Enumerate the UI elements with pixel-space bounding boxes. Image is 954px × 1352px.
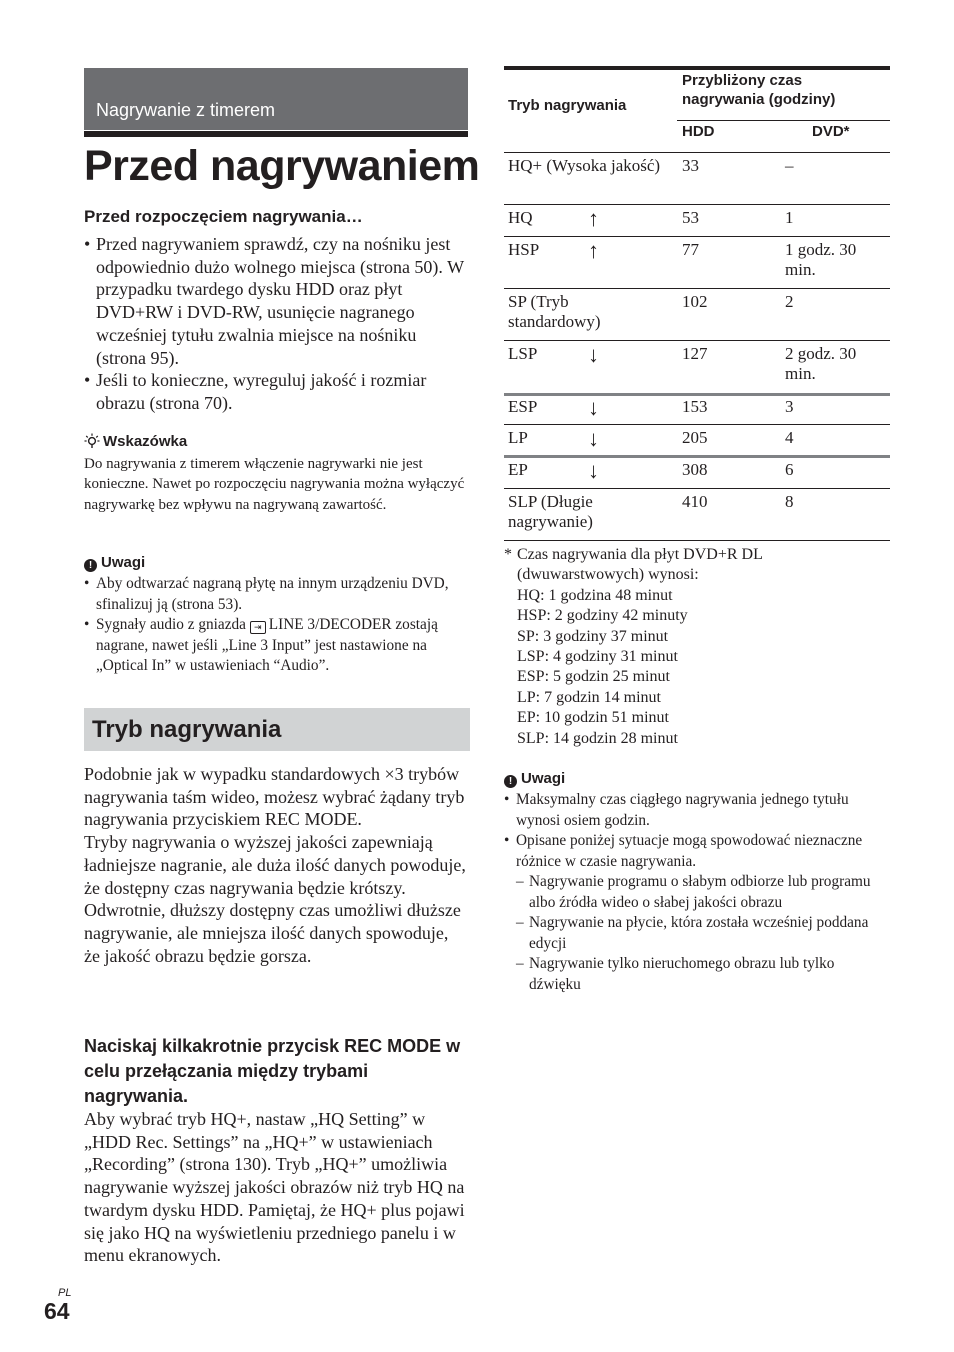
table-cell-mode: HSP: [508, 240, 540, 259]
tip-label: Wskazówka: [103, 433, 188, 450]
sub-list-item: – Nagrywanie programu o słabym odbiorze lub programu albo źródła wideo o słabej jakości obrazu: [516, 872, 888, 913]
section-divider: [84, 131, 468, 137]
footnote-line: Czas nagrywania dla płyt DVD+R DL (dwuwarstwowych) wynosi:: [517, 546, 763, 584]
table-cell-dvd: 1 godz. 30 min.: [785, 240, 857, 279]
quality-up-arrow-icon: ↑: [588, 206, 599, 231]
note-text: Opisane poniżej sytuacje mogą spowodować nieznaczne różnice w czasie nagrywania.: [516, 832, 863, 870]
notes-heading: [84, 554, 145, 572]
footnote-line: EP: 10 godzin 51 minut: [517, 709, 669, 727]
table-cell-mode: LP: [508, 428, 528, 447]
footnote-line: SLP: 14 godzin 28 minut: [517, 729, 678, 747]
table-subheader-rule: [677, 120, 890, 121]
sub-list-item: – Nagrywanie na płycie, która została wcześniej poddana edycji: [516, 913, 888, 954]
table-cell-dvd: 4: [785, 428, 794, 447]
quality-up-arrow-icon: ↑: [588, 238, 599, 263]
before-recording-list: [84, 233, 468, 415]
table-cell-mode: SP (Tryb standardowy): [508, 292, 601, 331]
list-item: [504, 831, 888, 995]
table-cell-hdd: 127: [682, 344, 708, 363]
footnote-line: SP: 3 godziny 37 minut: [517, 627, 669, 645]
table-cell-dvd: –: [785, 156, 794, 175]
list-item: • Przed nagrywaniem sprawdź, czy na nośniku jest odpowiednio dużo wolnego miejsca (strona 50). W przypadku twardego dysku HDD oraz płyt DVD+RW i DVD-RW, usunięcie nagranego wcześniej tytułu zwalnia miejsce na nośniku (strona 95).: [84, 233, 468, 369]
table-row-divider: [504, 204, 890, 205]
table-cell-hdd: 410: [682, 492, 708, 511]
paragraph: Tryby nagrywania o wyższej jakości zapewniają ładniejsze nagranie, ale duża ilość danych powoduje, że dostępny czas nagrywania będzie krótszy.: [84, 832, 466, 898]
note-icon: !: [504, 775, 517, 788]
modes-intro: [84, 763, 468, 967]
page-title: Przed nagrywaniem: [84, 142, 480, 190]
table-row-divider: [504, 340, 890, 341]
table-cell-hdd: 33: [682, 156, 699, 175]
table-cell-hdd: 77: [682, 240, 699, 259]
notes-list: [504, 790, 888, 995]
list-item: • Jeśli to konieczne, wyreguluj jakość i rozmiar obrazu (strona 70).: [84, 369, 468, 414]
table-cell-mode: SLP (Długie nagrywanie): [508, 492, 593, 531]
footnote-line: HQ: 1 godzina 48 minut: [517, 586, 673, 604]
footnote-line: HSP: 2 godziny 42 minuty: [517, 607, 688, 625]
section-label: Nagrywanie z timerem: [96, 100, 276, 120]
tip-text: Do nagrywania z timerem włączenie nagrywarki nie jest konieczne. Nawet po rozpoczęciu nagrywania można wyłączyć nagrywarkę bez wpływu na nagrywaną zawartość.: [84, 456, 465, 513]
table-cell-dvd: 2 godz. 30 min.: [785, 344, 857, 383]
table-footnote: [504, 545, 884, 749]
list-item: [84, 615, 474, 677]
footnote-line: ESP: 5 godzin 25 minut: [517, 668, 670, 686]
table-header-time: Przybliżony czas nagrywania (godziny): [682, 72, 836, 108]
paragraph: Podobnie jak w wypadku standardowych ×3 trybów nagrywania taśm wideo, możesz wybrać żądany tryb nagrywania przyciskiem REC MODE.: [84, 764, 465, 830]
tip-heading: [84, 433, 187, 450]
note-text: Sygnały audio z gniazda: [96, 616, 246, 633]
table-cell-hdd: 102: [682, 292, 708, 311]
table-cell-mode: HQ+ (Wysoka jakość): [508, 156, 661, 175]
table-header-hdd: HDD: [682, 123, 715, 140]
notes-label: Uwagi: [521, 770, 566, 787]
table-cell-hdd: 308: [682, 460, 708, 479]
input-jack-icon: ⇥: [250, 621, 266, 634]
paragraph: Odwrotnie, dłuższy dostępny czas umożliwi dłuższe nagrywanie, ale mniejsza ilość danych spowoduje, że jakość obrazu będzie gorsza.: [84, 900, 461, 966]
table-top-rule: [504, 66, 890, 70]
table-cell-hdd: 205: [682, 428, 708, 447]
table-header-dvd: DVD*: [812, 123, 850, 140]
table-row-divider: [504, 236, 890, 237]
table-row-divider: [504, 455, 890, 458]
list-item: • Maksymalny czas ciągłego nagrywania jednego tytułu wynosi osiem godzin.: [504, 790, 888, 831]
table-cell-mode: EP: [508, 460, 528, 479]
step-heading: Naciskaj kilkakrotnie przycisk REC MODE w celu przełączania między trybami nagrywania.: [84, 1036, 461, 1106]
table-cell-mode: ESP: [508, 397, 538, 416]
sub-list-item: – Nagrywanie tylko nieruchomego obrazu lub tylko dźwięku: [516, 954, 888, 995]
table-row-divider: [504, 424, 890, 425]
table-header-mode: Tryb nagrywania: [508, 97, 627, 114]
modes-heading: Tryb nagrywania: [92, 716, 282, 743]
table-cell-dvd: 2: [785, 292, 794, 311]
table-row-divider: [504, 393, 890, 396]
notes-heading: [504, 770, 565, 788]
table-cell-dvd: 8: [785, 492, 794, 511]
table-row-divider: [504, 152, 890, 153]
footnote-mark: *: [504, 546, 512, 563]
table-cell-dvd: 1: [785, 208, 794, 227]
quality-down-arrow-icon: ↓: [588, 426, 599, 451]
table-cell-mode: LSP: [508, 344, 538, 363]
table-cell-mode: HQ: [508, 208, 533, 227]
quality-down-arrow-icon: ↓: [588, 342, 599, 367]
table-cell-hdd: 153: [682, 397, 708, 416]
step-text: Aby wybrać tryb HQ+, nastaw „HQ Setting” w „HDD Rec. Settings” na „HQ+” w ustawieniach „Recording” (strona 130). Tryb „HQ+” umożliwia nagrywanie wyższej jakości obrazów niż tryb HQ na twardym dysku HDD. Pamiętaj, że HQ+ plus pojawi się jako HQ na wyświetleniu przedniego panelu i w menu ekranowych.: [84, 1109, 465, 1266]
before-recording-heading: Przed rozpoczęciem nagrywania…: [84, 207, 363, 226]
table-row-divider: [504, 488, 890, 489]
quality-down-arrow-icon: ↓: [588, 458, 599, 483]
list-item: • Aby odtwarzać nagraną płytę na innym urządzeniu DVD, sfinalizuj ją (strona 53).: [84, 574, 474, 615]
table-bottom-rule: [504, 540, 890, 541]
note-text: LINE 3/DECODER zostają nagrane, nawet jeśli „Line 3 Input” jest nastawione na „Optical In” w ustawieniach “Audio”.: [96, 616, 438, 674]
page-language: PL: [58, 1287, 72, 1299]
footnote-line: LP: 7 godzin 14 minut: [517, 688, 661, 706]
notes-list: [84, 574, 474, 677]
table-cell-dvd: 3: [785, 397, 794, 416]
sub-list: [516, 872, 888, 995]
section-header-band: [84, 68, 468, 130]
notes-label: Uwagi: [101, 554, 146, 571]
quality-down-arrow-icon: ↓: [588, 395, 599, 420]
lightbulb-icon: [84, 433, 100, 449]
note-icon: !: [84, 559, 97, 572]
page-number: 64: [44, 1298, 70, 1324]
table-cell-hdd: 53: [682, 208, 699, 227]
table-cell-dvd: 6: [785, 460, 794, 479]
table-row-divider: [504, 288, 890, 289]
footnote-line: LSP: 4 godziny 31 minut: [517, 648, 678, 666]
